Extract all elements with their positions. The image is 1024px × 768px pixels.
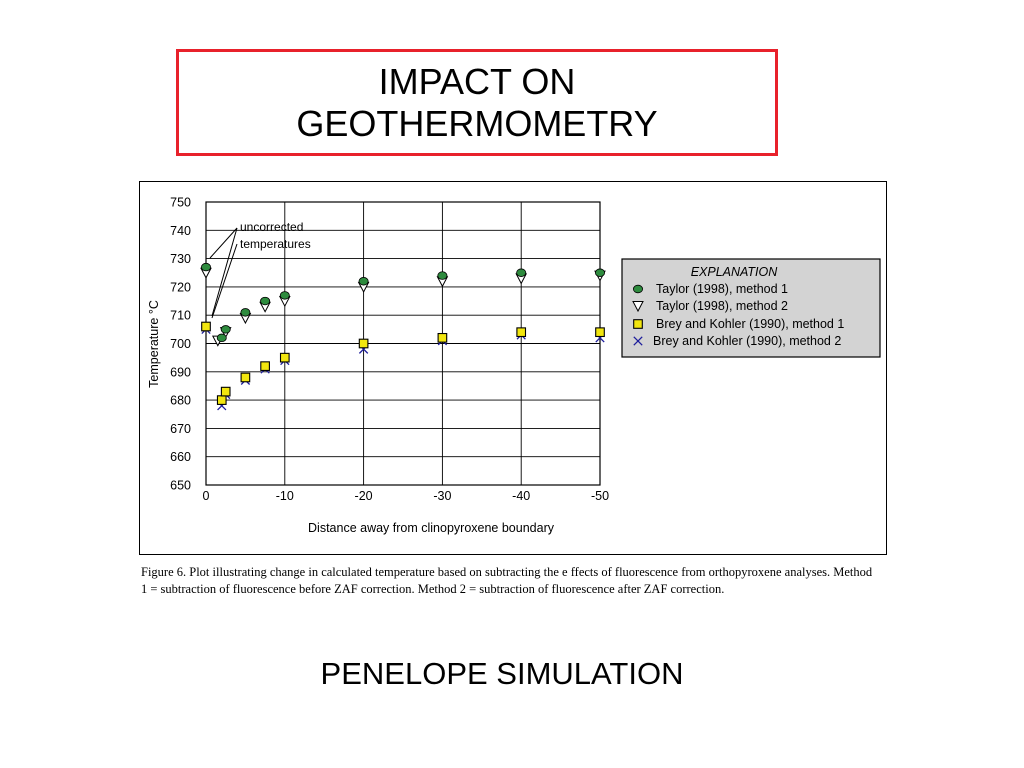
slide-title-line2: GEOTHERMOMETRY — [296, 102, 658, 144]
legend-label: Brey and Kohler (1990), method 1 — [656, 317, 845, 331]
y-tick-label: 730 — [170, 252, 191, 267]
x-axis-label: Distance away from clinopyroxene boundary — [308, 521, 554, 535]
y-tick-label: 720 — [170, 280, 191, 295]
figure-caption: Figure 6. Plot illustrating change in calculated temperature based on subtracting the e ffects of fluorescence from orthopyroxene analyses. Method 1 = subtraction of fluorescence before ZAF correction. Method 2 = subtraction of fluorescence after ZAF correction. — [141, 565, 873, 596]
footer-title: PENELOPE SIMULATION — [320, 656, 684, 691]
data-point-square — [438, 334, 447, 343]
y-tick-label: 740 — [170, 223, 191, 238]
y-tick-label: 710 — [170, 308, 191, 323]
data-point-circle — [517, 269, 526, 277]
data-points — [201, 263, 605, 410]
slide-title-line1: IMPACT ON — [378, 60, 576, 102]
y-tick-label: 680 — [170, 393, 191, 408]
chart-frame — [139, 181, 887, 555]
legend-label: Brey and Kohler (1990), method 2 — [653, 334, 842, 348]
data-point-square — [241, 373, 250, 382]
data-point-circle — [595, 269, 604, 277]
x-tick-label: -40 — [512, 489, 531, 503]
y-tick-label: 660 — [170, 450, 191, 465]
y-tick-label: 670 — [170, 421, 191, 436]
annotation-line1: uncorrected — [240, 220, 304, 234]
x-tick-label: -30 — [433, 489, 452, 503]
data-point-circle — [280, 292, 289, 300]
data-point-circle — [359, 277, 368, 285]
x-tick-label: -10 — [275, 489, 294, 503]
data-point-square — [261, 362, 270, 371]
data-point-square — [221, 387, 230, 396]
y-axis-label: Temperature °C — [147, 300, 161, 388]
data-point-square — [217, 396, 226, 405]
x-tick-label: -20 — [354, 489, 373, 503]
temperature-chart — [140, 182, 888, 556]
legend-title: EXPLANATION — [690, 265, 778, 279]
legend-label: Taylor (1998), method 2 — [656, 299, 789, 313]
data-point-circle — [241, 309, 250, 317]
x-tick-label: 0 — [202, 489, 210, 503]
data-point-circle — [201, 263, 210, 271]
data-point-square — [359, 339, 368, 348]
data-point-circle — [438, 272, 447, 280]
data-point-square — [596, 328, 605, 337]
data-point-square — [281, 353, 290, 362]
legend-label: Taylor (1998), method 1 — [656, 282, 789, 296]
x-tick-label: -50 — [590, 489, 610, 503]
y-tick-label: 750 — [170, 195, 191, 210]
y-tick-label: 690 — [170, 365, 191, 380]
data-point-square — [202, 322, 211, 331]
y-tick-label: 700 — [170, 337, 191, 351]
data-point-circle — [217, 334, 226, 342]
legend — [622, 259, 880, 357]
data-point-circle — [261, 297, 270, 305]
annotation-line2: temperatures — [240, 237, 311, 251]
legend-marker-circle — [633, 285, 642, 293]
legend-marker-square — [634, 320, 643, 329]
data-point-circle — [221, 326, 230, 334]
title-box — [176, 49, 778, 156]
data-point-square — [517, 328, 526, 337]
annotation-pointer — [212, 244, 237, 318]
y-tick-label: 650 — [170, 478, 191, 493]
